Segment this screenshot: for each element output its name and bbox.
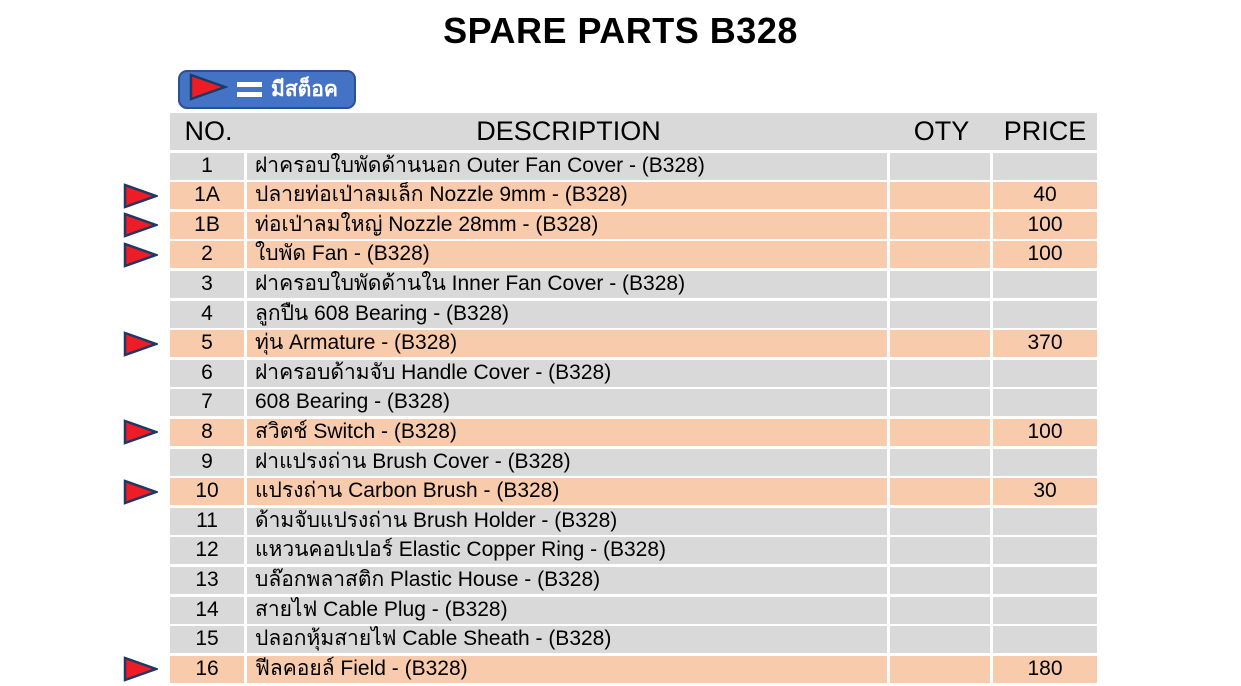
row-number-cell: 1B	[170, 212, 244, 239]
row-number-cell: 3	[170, 271, 244, 298]
table-header	[170, 113, 1097, 150]
qty-cell	[890, 537, 990, 564]
row-number-cell: 9	[170, 449, 244, 476]
row-number-cell: 4	[170, 301, 244, 328]
row-number-cell: 15	[170, 626, 244, 653]
row-number-cell: 7	[170, 389, 244, 416]
in-stock-arrow-icon	[123, 242, 158, 268]
price-cell	[993, 301, 1097, 328]
row-number-cell: 2	[170, 241, 244, 268]
header-qty: OTY	[913, 116, 970, 146]
in-stock-arrow-icon	[123, 479, 158, 505]
qty-cell	[890, 271, 990, 298]
table-row	[170, 508, 1097, 535]
row-number-cell: 11	[170, 508, 244, 535]
qty-cell	[890, 597, 990, 624]
row-number-cell: 16	[170, 656, 244, 683]
equals-icon	[237, 82, 262, 97]
row-number-cell: 13	[170, 567, 244, 594]
table-row	[170, 449, 1097, 476]
table-row	[170, 597, 1097, 624]
description-cell: ฝาครอบใบพัดด้านนอก Outer Fan Cover - (B328)	[247, 153, 887, 180]
row-number-cell: 6	[170, 360, 244, 387]
price-cell: 370	[993, 330, 1097, 357]
qty-cell	[890, 419, 990, 446]
table-row	[170, 656, 1097, 683]
price-cell	[993, 597, 1097, 624]
price-cell	[993, 153, 1097, 180]
row-number-cell: 5	[170, 330, 244, 357]
description-cell: แปรงถ่าน Carbon Brush - (B328)	[247, 478, 887, 505]
qty-cell	[890, 478, 990, 505]
qty-cell	[890, 212, 990, 239]
table-row	[170, 271, 1097, 298]
table-row	[170, 360, 1097, 387]
table-row	[170, 301, 1097, 328]
in-stock-arrow-icon	[123, 212, 158, 238]
description-cell: ด้ามจับแปรงถ่าน Brush Holder - (B328)	[247, 508, 887, 535]
qty-cell	[890, 330, 990, 357]
header-price: PRICE	[1003, 116, 1087, 146]
spare-parts-table	[170, 113, 1097, 683]
qty-cell	[890, 241, 990, 268]
row-number-cell: 1	[170, 153, 244, 180]
description-cell: สวิตช์ Switch - (B328)	[247, 419, 887, 446]
price-cell	[993, 537, 1097, 564]
qty-cell	[890, 360, 990, 387]
price-cell	[993, 271, 1097, 298]
description-cell: ลูกปืน 608 Bearing - (B328)	[247, 301, 887, 328]
in-stock-arrow-icon	[123, 331, 158, 357]
table-row	[170, 537, 1097, 564]
table-row	[170, 626, 1097, 653]
qty-cell	[890, 508, 990, 535]
description-cell: ฝาครอบใบพัดด้านใน Inner Fan Cover - (B328)	[247, 271, 887, 298]
stock-arrow-icon	[188, 72, 228, 107]
row-number-cell: 14	[170, 597, 244, 624]
description-cell: บล๊อกพลาสติก Plastic House - (B328)	[247, 567, 887, 594]
qty-cell	[890, 301, 990, 328]
qty-cell	[890, 153, 990, 180]
description-cell: ท่อเป่าลมใหญ่ Nozzle 28mm - (B328)	[247, 212, 887, 239]
table-row	[170, 153, 1097, 180]
price-cell	[993, 508, 1097, 535]
price-cell: 30	[993, 478, 1097, 505]
qty-cell	[890, 567, 990, 594]
row-number-cell: 10	[170, 478, 244, 505]
header-description: DESCRIPTION	[476, 116, 661, 146]
qty-cell	[890, 656, 990, 683]
description-cell: ฟีลคอยล์ Field - (B328)	[247, 656, 887, 683]
description-cell: ปลอกหุ้มสายไฟ Cable Sheath - (B328)	[247, 626, 887, 653]
price-cell	[993, 449, 1097, 476]
table-row	[170, 182, 1097, 209]
description-cell: ใบพัด Fan - (B328)	[247, 241, 887, 268]
table-row	[170, 389, 1097, 416]
price-cell: 100	[993, 419, 1097, 446]
row-number-cell: 1A	[170, 182, 244, 209]
qty-cell	[890, 182, 990, 209]
price-cell: 100	[993, 212, 1097, 239]
table-row	[170, 330, 1097, 357]
price-cell: 100	[993, 241, 1097, 268]
in-stock-arrow-icon	[123, 183, 158, 209]
price-cell: 40	[993, 182, 1097, 209]
description-cell: แหวนคอปเปอร์ Elastic Copper Ring - (B328)	[247, 537, 887, 564]
stock-legend-badge	[178, 70, 356, 109]
description-cell: ปลายท่อเป่าลมเล็ก Nozzle 9mm - (B328)	[247, 182, 887, 209]
description-cell: 608 Bearing - (B328)	[247, 389, 887, 416]
price-cell	[993, 360, 1097, 387]
qty-cell	[890, 449, 990, 476]
price-cell	[993, 626, 1097, 653]
page-title: SPARE PARTS B328	[443, 10, 798, 51]
row-number-cell: 8	[170, 419, 244, 446]
description-cell: ฝาแปรงถ่าน Brush Cover - (B328)	[247, 449, 887, 476]
qty-cell	[890, 626, 990, 653]
description-cell: สายไฟ Cable Plug - (B328)	[247, 597, 887, 624]
in-stock-arrow-icon	[123, 656, 158, 682]
table-body	[170, 153, 1097, 683]
price-cell	[993, 389, 1097, 416]
row-number-cell: 12	[170, 537, 244, 564]
header-no: NO.	[184, 116, 233, 146]
table-row	[170, 478, 1097, 505]
table-row	[170, 241, 1097, 268]
table-row	[170, 212, 1097, 239]
price-cell	[993, 567, 1097, 594]
table-row	[170, 419, 1097, 446]
in-stock-arrow-icon	[123, 419, 158, 445]
price-cell: 180	[993, 656, 1097, 683]
description-cell: ทุ่น Armature - (B328)	[247, 330, 887, 357]
stock-legend-label: มีสต็อค	[271, 78, 338, 101]
table-row	[170, 567, 1097, 594]
description-cell: ฝาครอบด้ามจับ Handle Cover - (B328)	[247, 360, 887, 387]
qty-cell	[890, 389, 990, 416]
